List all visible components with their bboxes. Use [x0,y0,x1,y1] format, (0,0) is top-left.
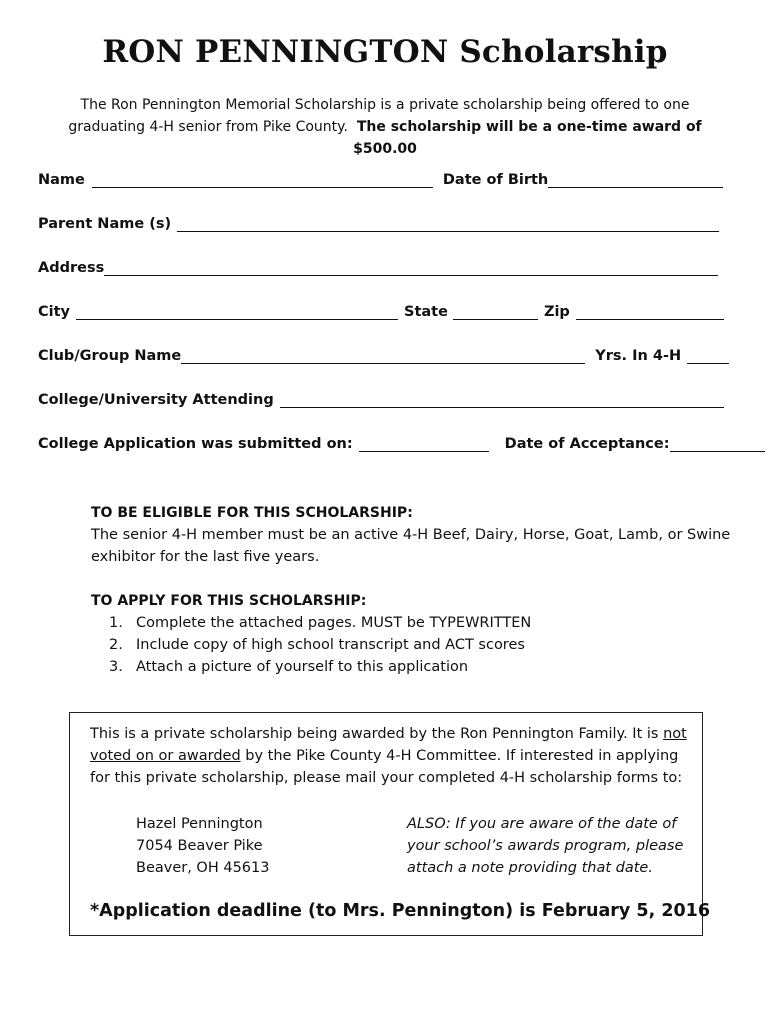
list-item [91,634,531,656]
notice-line-1-text: This is a private scholarship being awarded by the Ron Pennington Family. It is [90,726,664,742]
city-label: City [38,304,70,320]
address-street: 7054 Beaver Pike [136,838,263,854]
years-in-4h-label: Yrs. In 4-H [595,348,682,364]
state-label: State [404,304,448,320]
intro-line-1: The Ron Pennington Memorial Scholarship is a private scholarship being offered to one [80,97,690,113]
club-group-name-label: Club/Group Name [38,348,182,364]
application-submitted-label: College Application was submitted on: [38,436,353,452]
award-amount-text: The scholarship will be a one-time award of $500.00 [353,119,702,157]
also-line-3: attach a note providing that date. [407,860,653,876]
city-field[interactable] [76,304,398,320]
apply-steps-list [91,612,531,678]
intro-line-2 [40,116,730,160]
also-line-2: your school’s awards program, please [407,838,684,854]
form-row-club [38,344,714,364]
eligibility-heading: TO BE ELIGIBLE FOR THIS SCHOLARSHIP: [91,505,413,521]
notice-box [69,712,711,936]
eligibility-text [91,524,731,568]
apply-heading: TO APPLY FOR THIS SCHOLARSHIP: [91,593,367,609]
eligibility-line-1: The senior 4-H member must be an active 4-H Beef, Dairy, Horse, Goat, Lamb, or Swine [91,527,731,543]
form-row-address [38,256,714,276]
parent-name-label: Parent Name (s) [38,216,172,232]
notice-line-1 [90,723,690,745]
step-text: Include copy of high school transcript and ACT scores [136,637,525,653]
date-of-birth-field[interactable] [548,172,723,188]
zip-field[interactable] [576,304,724,320]
name-field[interactable] [92,172,433,188]
intro-paragraph [40,94,730,160]
step-text: Attach a picture of yourself to this application [136,659,469,675]
form-row-city [38,300,714,320]
state-field[interactable] [453,304,538,320]
application-submitted-field[interactable] [359,436,489,452]
zip-label: Zip [543,304,570,320]
eligibility-line-2: exhibitor for the last five years. [91,549,320,565]
form-row-parent [38,212,714,232]
notice-text [90,723,690,789]
notice-line-2 [90,745,690,767]
notice-not-underlined: not [663,726,687,742]
form-row-name [38,168,714,188]
date-of-acceptance-label: Date of Acceptance: [504,436,670,452]
mailing-address [136,813,270,879]
college-attending-label: College/University Attending [38,392,274,408]
name-label: Name [38,172,85,188]
step-number: 3. [109,659,123,675]
also-line-1: ALSO: If you are aware of the date of [407,816,677,832]
page-title: RON PENNINGTON Scholarship [102,34,668,70]
intro-line-2-text: graduating 4-H senior from Pike County. [68,119,348,135]
step-text: Complete the attached pages. MUST be TYPEWRITTEN [136,615,532,631]
notice-voted-underlined: voted on or awarded [90,748,241,764]
address-city-state-zip: Beaver, OH 45613 [136,860,270,876]
college-attending-field[interactable] [280,392,724,408]
notice-line-3: for this private scholarship, please mail your completed 4-H scholarship forms to: [90,770,683,786]
parent-name-field[interactable] [177,216,719,232]
date-of-acceptance-field[interactable] [670,436,765,452]
address-field[interactable] [104,260,718,276]
list-item [91,656,531,678]
also-note [407,813,692,879]
date-of-birth-label: Date of Birth [442,172,549,188]
form-row-college [38,388,714,408]
address-name: Hazel Pennington [136,816,263,832]
notice-line-2-text: by the Pike County 4-H Committee. If interested in applying [240,748,679,764]
address-label: Address [38,260,105,276]
years-in-4h-field[interactable] [687,348,729,364]
step-number: 1. [109,615,123,631]
form-row-application-dates [38,432,714,452]
list-item [91,612,531,634]
step-number: 2. [109,637,123,653]
application-deadline: *Application deadline (to Mrs. Pennington) is February 5, 2016 [90,901,711,921]
club-group-name-field[interactable] [181,348,585,364]
